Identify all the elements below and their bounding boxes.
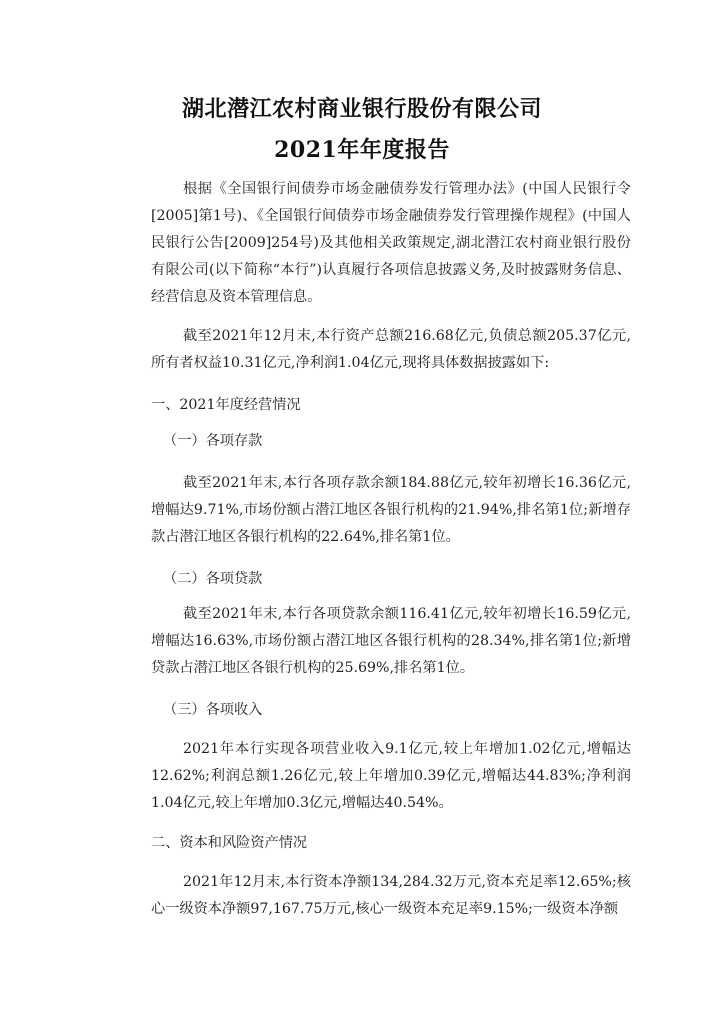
income-paragraph: 2021年本行实现各项营业收入9.1亿元,较上年增加1.02亿元,增幅达12.62%;利润总额1.26亿元,较上年增加0.39亿元,增幅达44.83%;净利润1.04亿元,较上年增加0.3亿元,增幅达40.54%。 xyxy=(151,741,631,811)
loans-heading: （二）各项贷款 xyxy=(163,571,263,587)
loans-paragraph: 截至2021年末,本行各项贷款余额116.41亿元,较年初增长16.59亿元,增幅达16.63%,市场份额占潜江地区各银行机构的28.34%,排名第1位;新增贷款占潜江地区各银行机构的25.69%,排名第1位。 xyxy=(151,606,631,676)
section2-heading: 二、资本和风险资产情况 xyxy=(151,835,308,851)
summary-paragraph: 截至2021年12月末,本行资产总额216.68亿元,负债总额205.37亿元,所有者权益10.31亿元,净利润1.04亿元,现将具体数据披露如下: xyxy=(151,328,631,371)
document-title-line1: 湖北潜江农村商业银行股份有限公司 xyxy=(181,96,542,122)
income-heading: （三）各项收入 xyxy=(163,702,263,718)
deposits-heading: （一）各项存款 xyxy=(163,433,263,449)
document-title-line2: 2021年年度报告 xyxy=(274,137,450,163)
section1-heading: 一、2021年度经营情况 xyxy=(151,397,301,413)
capital-paragraph: 2021年12月末,本行资本净额134,284.32万元,资本充足率12.65%;核心一级资本净额97,167.75万元,核心一级资本充足率9.15%;一级资本净额 xyxy=(151,874,631,917)
intro-paragraph: 根据《全国银行间债券市场金融债券发行管理办法》(中国人民银行令[2005]第1号)、《全国银行间债券市场金融债券发行管理操作规程》(中国人民银行公告[2009]254号)及其他相关政策规定,湖北潜江农村商业银行股份有限公司(以下简称“本行”)认真履行各项信息披露义务,及时披露财务信息、经营信息及资本管理信息。 xyxy=(151,181,631,305)
deposits-paragraph: 截至2021年末,本行各项存款余额184.88亿元,较年初增长16.36亿元,增幅达9.71%,市场份额占潜江地区各银行机构的21.94%,排名第1位;新增存款占潜江地区各银行机构的22.64%,排名第1位。 xyxy=(151,475,631,545)
